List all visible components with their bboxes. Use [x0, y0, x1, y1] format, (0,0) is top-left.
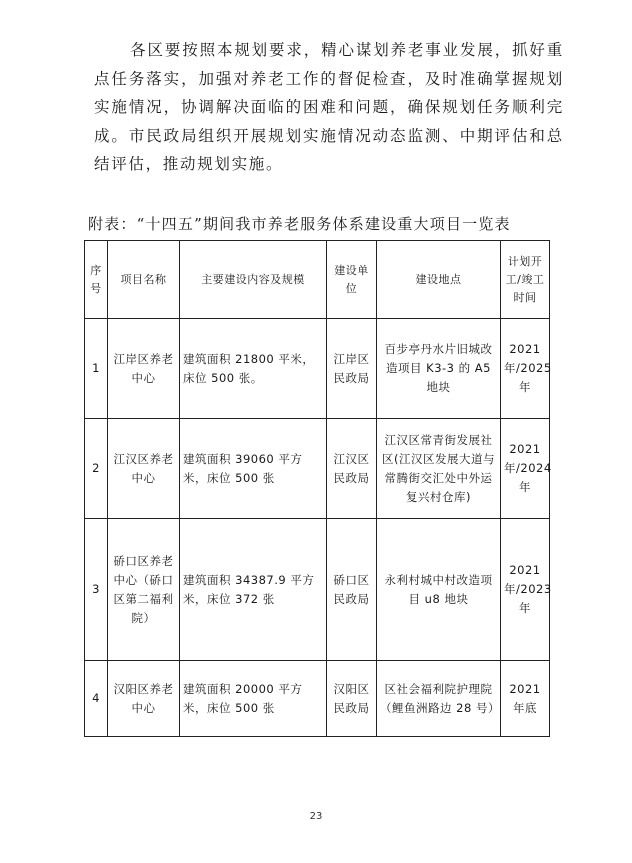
table-row — [85, 419, 550, 519]
cell-unit: 江汉区民政局 — [327, 419, 377, 519]
cell-seq: 4 — [85, 661, 108, 737]
header-content: 主要建设内容及规模 — [180, 241, 327, 319]
cell-unit: 硚口区民政局 — [327, 519, 377, 661]
header-name: 项目名称 — [108, 241, 180, 319]
page-number: 23 — [309, 811, 323, 822]
paragraph-text: 各区要按照本规划要求，精心谋划养老事业发展，抓好重点任务落实，加强对养老工作的督促检查，及时准确掌握规划实施情况，协调解决面临的困难和问题，确保规划任务顺利完成。市民政局组织开展规划实施情况动态监测、中期评估和总结评估，推动规划实施。 — [94, 41, 564, 173]
cell-seq: 3 — [85, 519, 108, 661]
cell-content: 建筑面积 39060 平方米，床位 500 张 — [180, 419, 327, 519]
cell-location: 永利村城中村改造项目 u8 地块 — [377, 519, 501, 661]
cell-name: 硚口区养老中心（硚口区第二福利院） — [108, 519, 180, 661]
cell-content: 建筑面积 20000 平方米，床位 500 张 — [180, 661, 327, 737]
table-row — [85, 519, 550, 661]
cell-name: 汉阳区养老中心 — [108, 661, 180, 737]
cell-content: 建筑面积 34387.9 平方米，床位 372 张 — [180, 519, 327, 661]
cell-location: 区社会福利院护理院（鲤鱼洲路边 28 号） — [377, 661, 501, 737]
cell-unit: 江岸区民政局 — [327, 319, 377, 419]
cell-schedule: 2021年底 — [501, 661, 550, 737]
header-unit: 建设单位 — [327, 241, 377, 319]
cell-name: 江岸区养老中心 — [108, 319, 180, 419]
header-seq: 序号 — [85, 241, 108, 319]
cell-location: 百步亭丹水片旧城改造项目 K3-3 的 A5 地块 — [377, 319, 501, 419]
cell-schedule: 2021年/2024年 — [501, 419, 550, 519]
cell-name: 江汉区养老中心 — [108, 419, 180, 519]
cell-location: 江汉区常青街发展社区(江汉区发展大道与常腾街交汇处中外运复兴村仓库) — [377, 419, 501, 519]
table-row — [85, 319, 550, 419]
table-header-row — [85, 241, 550, 319]
cell-schedule: 2021年/2025年 — [501, 319, 550, 419]
header-schedule: 计划开工/竣工时间 — [501, 241, 550, 319]
cell-schedule: 2021年/2023年 — [501, 519, 550, 661]
table-row — [85, 661, 550, 737]
cell-content: 建筑面积 21800 平米，床位 500 张。 — [180, 319, 327, 419]
cell-seq: 1 — [85, 319, 108, 419]
project-table — [84, 240, 550, 737]
table-caption: 附表：“十四五”期间我市养老服务体系建设重大项目一览表 — [88, 215, 511, 233]
body-paragraph — [94, 36, 564, 179]
cell-seq: 2 — [85, 419, 108, 519]
cell-unit: 汉阳区民政局 — [327, 661, 377, 737]
header-location: 建设地点 — [377, 241, 501, 319]
